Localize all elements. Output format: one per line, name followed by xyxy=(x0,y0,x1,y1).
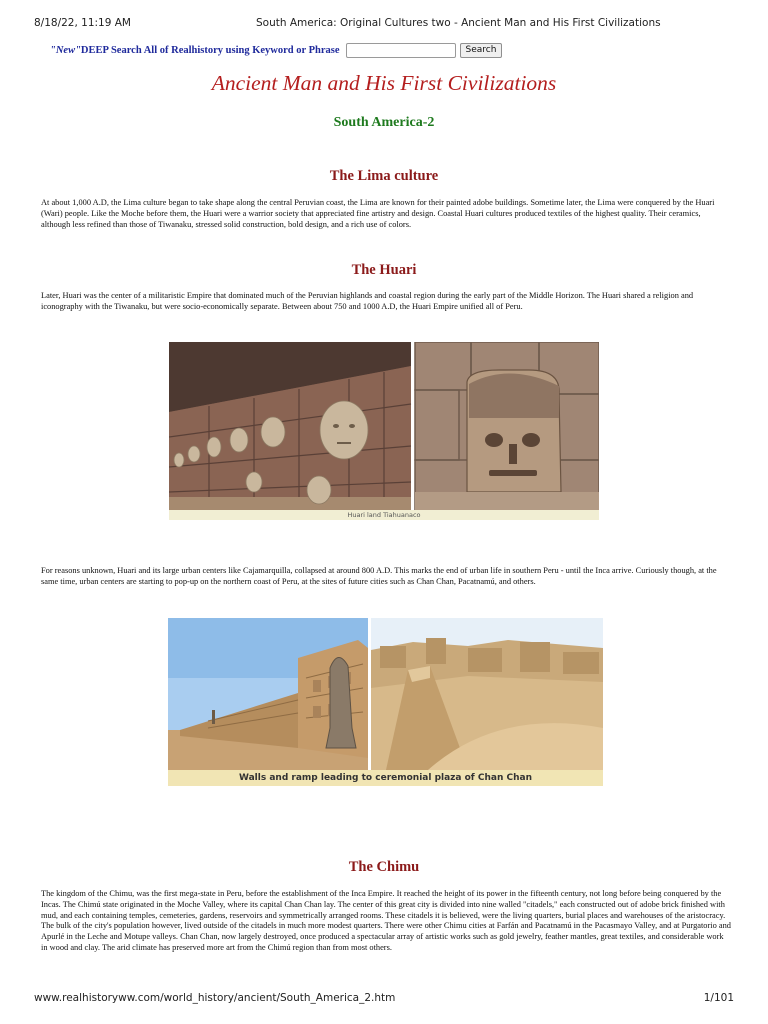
paragraph-lima: At about 1,000 A.D, the Lima culture began to take shape along the central Peruvian coast, the Lima are known for their painted adobe buildings. Sometime later, the Lima were conquered by the Huari (Wari) people. Like the Moche before them, the Huari were a warrior society that appreciated fine artistry and design. Coastal Huari cultures produced textiles of the highest quality. Their ceramics, although less refined than those of Tiwanaku, stressed solid construction, bold design, and a rich use of colors. xyxy=(41,198,715,229)
print-footer xyxy=(34,992,734,1006)
figure-caption-chan-chan: Walls and ramp leading to ceremonial plaza of Chan Chan xyxy=(239,773,532,783)
print-header xyxy=(34,17,734,31)
page-indicator: 1/101 xyxy=(703,992,734,1004)
photo-chan-chan-walls xyxy=(168,618,603,786)
figure-huari-tiahuanaco xyxy=(169,342,599,520)
section-heading-lima: The Lima culture xyxy=(329,168,439,184)
search-button[interactable]: Search xyxy=(460,43,503,58)
print-page-title: South America: Original Cultures two - Ancient Man and His First Civilizations xyxy=(256,17,661,29)
paragraph-huari: Later, Huari was the center of a militaristic Empire that dominated much of the Peruvian highlands and coastal region during the early part of the Middle Horizon. The Huari shared a religion and iconography with the Tiwanaku, but were socio-economically separate. Between about 750 and 1000 A.D, the Huari Empire unified all of Peru. xyxy=(41,291,694,311)
photo-stone-heads xyxy=(169,342,599,520)
paragraph-chimu: The kingdom of the Chimu, was the first mega-state in Peru, before the establishment of the Inca Empire. It reached the height of its power in the fifteenth century, not long before being conquered by the Incas. The Chimú state originated in the Moche Valley, where its capital Chan Chan lay. The center of this great city is divided into nine walled "citadels," each constructed out of adobe brick finished with mud, and each containing temples, cemeteries, gardens, reservoirs and symmetrically arranged rooms. These citadels it is believed, were the living quarters, burial places and warehouses of the aristocracy. The bulk of the city's population however, lived outside of the citadels in much more modest quarters. There were other Chimu cities at Farfán and Pacatnamú in the Pacasmayo Valley, and at Purgatorio and Apurlé in the Leche and Motupe valleys. Chan Chan, now largely destroyed, once produced a spectacular array of artistic works such as gold jewelry, feather mantles, great textiles, and considerable work in wood and clay. The arid climate has preserved more art from the Chimú region than from most others. xyxy=(41,889,731,952)
page-url: www.realhistoryww.com/world_history/ancient/South_America_2.htm xyxy=(34,992,396,1004)
page-title: Ancient Man and His First Civilizations xyxy=(211,71,557,95)
search-input[interactable] xyxy=(346,43,456,58)
search-prompt: DEEP Search All of Realhistory using Keyword or Phrase xyxy=(80,44,340,56)
print-datetime: 8/18/22, 11:19 AM xyxy=(34,17,131,29)
page-subtitle: South America-2 xyxy=(333,115,435,130)
deep-search-bar xyxy=(50,41,502,59)
figure-chan-chan xyxy=(168,618,603,786)
paragraph-collapse: For reasons unknown, Huari and its large urban centers like Cajamarquilla, collapsed at around 800 A.D. This marks the end of urban life in southern Peru - until the Inca arrive. Curiously though, at the same time, urban centers are starting to pop-up on the northern coast of Peru, at the sites of future cities such as Chan Chan, Pacatnamú, and others. xyxy=(41,566,717,586)
section-heading-huari: The Huari xyxy=(351,262,417,278)
new-badge: "New" xyxy=(50,44,81,56)
section-heading-chimu: The Chimu xyxy=(348,859,420,875)
figure-caption-huari: Huari land Tiahuanaco xyxy=(347,511,421,519)
